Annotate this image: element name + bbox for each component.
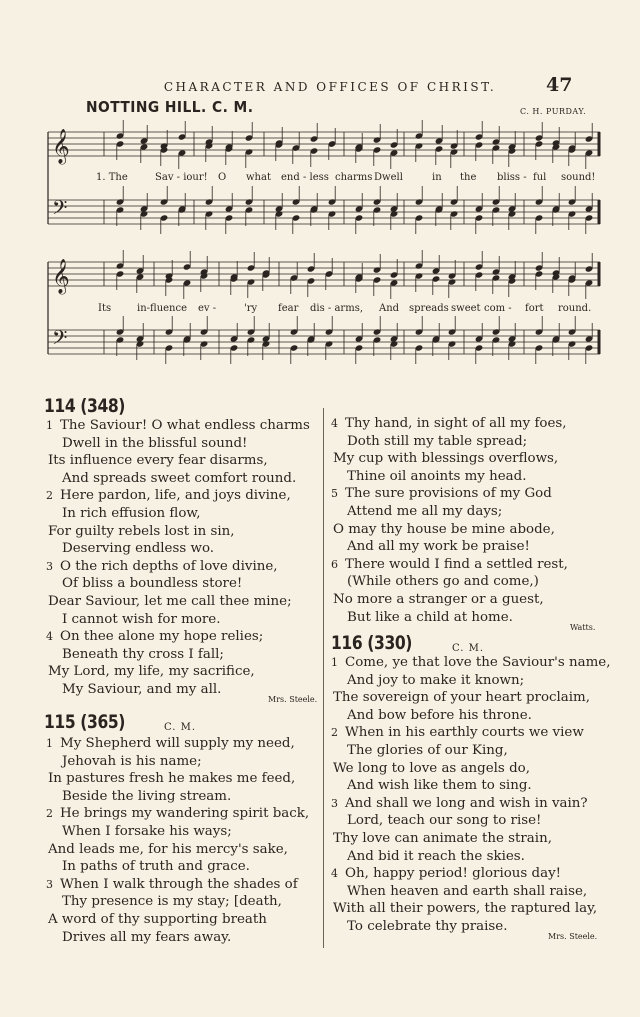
verse-line [62,613,221,626]
verse-text: No more a stranger or a guest, [333,592,544,607]
verse-text: O may thy house be mine abode, [333,521,555,537]
verse-text: When in his earthly courts we view [345,725,584,741]
lyric-syllable: fort [525,303,544,314]
lyric-syllable: com - [484,303,512,314]
lyric-syllable: the [460,172,477,183]
verse-line [331,797,588,810]
verse-line [62,790,231,803]
verse-text: O the rich depths of love divine, [60,558,278,574]
bass-clef: 𝄢 [52,196,68,224]
verse-text: In rich effusion flow, [62,506,201,521]
verse-line [46,419,310,432]
verse-line [331,417,567,430]
verse-text: When heaven and earth shall raise, [347,883,588,899]
bass-clef: 𝄢 [52,326,68,354]
verse-line [62,542,214,555]
verse-text: Deserving endless wo. [62,541,215,557]
verse-text: And wish like them to sing. [347,778,532,794]
verse-text: Of bliss a boundless store! [62,576,243,592]
verse-text: The sovereign of your heart proclaim, [333,690,591,706]
lyric-syllable: end - less [281,172,329,183]
verse-number: 4 [331,867,338,881]
verse-line [48,595,292,608]
verse-text: With all their powers, the raptured lay, [333,901,598,917]
verse-line [62,825,232,838]
lyric-syllable: 'ry [244,303,258,314]
running-head: CHARACTER AND OFFICES OF CHRIST. [163,80,497,94]
verse-line [333,523,555,536]
lyric-syllable: ful [533,172,547,183]
lyric-syllable: Sav - iour! [155,172,208,183]
verse-text: And spreads sweet comfort round. [62,470,297,486]
verse-text: A word of thy supporting breath [48,912,267,927]
verse-text: Thy hand, in sight of all my foes, [345,416,567,431]
verse-line [347,674,524,687]
verse-number: 1 [46,737,53,750]
verse-text: Oh, happy period! glorious day! [345,866,562,882]
column-divider [323,408,324,948]
verse-line [62,577,242,590]
hymn-116-author: Mrs. Steele. [548,932,598,941]
verse-number: 1 [46,419,53,432]
verse-line [46,807,309,820]
verse-text: And joy to make it known; [347,672,525,688]
hymn-114-heading: 114 (348) [44,395,126,417]
verse-text: And bow before his throne. [347,707,532,723]
lyric-syllable: Its [98,303,112,314]
verse-number: 1 [331,656,338,669]
verse-text: Dear Saviour, let me call thee mine; [48,594,292,609]
verse-line [331,656,610,669]
verse-line [347,470,527,483]
lyric-syllable: ev - [198,303,217,314]
hymn-115-meter: C. M. [164,722,197,733]
hymn-115-author: Watts. [570,623,596,632]
lyric-syllable: in-fluence [137,303,188,314]
verse-line [347,744,508,757]
verse-line [62,683,221,696]
verse-text: Lord, teach our song to rise! [347,813,542,829]
verse-line [347,611,513,624]
verse-line [333,762,530,775]
verse-number: 2 [46,807,53,821]
verse-line [62,755,202,768]
verse-text: And shall we long and wish in vain? [345,795,588,811]
verse-text: Here pardon, life, and joys divine, [60,488,291,504]
verse-line [48,665,255,678]
verse-line [333,832,552,845]
verse-number: 2 [46,489,53,503]
verse-line [333,593,544,606]
verse-text: The sure provisions of my God [345,486,552,502]
verse-text: To celebrate thy praise. [347,919,508,934]
verse-line [333,691,590,704]
verse-number: 3 [46,559,53,573]
verse-line [48,525,235,538]
verse-line [347,540,530,553]
verse-text: My cup with blessings overflows, [333,451,559,467]
verse-text: Doth still my table spread; [347,433,528,449]
verse-text: We long to love as angels do, [333,760,530,776]
verse-line [48,843,288,856]
verse-line [46,630,263,643]
verse-text: Its influence every fear disarms, [48,453,268,469]
tune-name: NOTTING HILL. C. M. [86,98,254,116]
verse-text: Thine oil anoints my head. [347,468,527,484]
verse-line [62,507,201,520]
verse-line [62,860,250,873]
verse-text: Thy presence is my stay; [death, [62,894,282,910]
verse-line [62,437,247,450]
verse-text: I cannot wish for more. [62,611,221,627]
verse-text: My Saviour, and my all. [62,682,222,697]
verse-line [331,558,568,571]
verse-line [48,913,267,926]
verse-line [347,779,532,792]
verse-number: 6 [331,557,338,571]
lyric-syllable: bliss - [497,172,527,183]
verse-line [347,709,532,722]
lyric-syllable: Dwell [374,172,403,183]
verse-text: (While others go and come,) [347,574,539,590]
lyric-syllable: charms [335,172,373,183]
verse-line [46,489,291,502]
verse-line [48,772,295,785]
verse-text: Thy love can animate the strain, [333,831,552,846]
lyric-syllable: dis - arms, [310,303,364,314]
lyric-syllable: spreads [409,303,449,314]
verse-line [62,931,231,944]
composer: C. H. PURDAY. [520,107,587,116]
lyric-syllable: O [218,172,227,183]
verse-text: My Lord, my life, my sacrifice, [48,664,255,680]
verse-line [347,505,502,518]
verse-text: My Shepherd will supply my need, [60,736,295,751]
treble-clef: 𝄞 [52,129,70,164]
verse-text: On thee alone my hope relies; [60,629,264,645]
music-score [44,118,604,368]
verse-text: When I forsake his ways; [62,824,232,839]
lyric-syllable: fear [278,303,299,314]
lyric-syllable: sound! [561,172,596,183]
verse-line [62,648,224,661]
verse-text: And leads me, for his mercy's sake, [48,841,288,857]
verse-line [46,560,278,573]
verse-text: And all my work be praise! [347,539,530,555]
verse-line [331,487,552,500]
verse-text: Dwell in the blissful sound! [62,435,248,451]
lyric-syllable: And [379,303,400,314]
hymn-116-heading: 116 (330) [331,632,413,654]
verse-line [331,867,561,880]
verse-line [46,878,298,891]
treble-clef: 𝄞 [52,259,70,294]
verse-text: Attend me all my days; [347,504,503,519]
verse-text: But like a child at home. [347,609,513,625]
verse-line [331,726,584,739]
verse-number: 4 [46,630,53,644]
verse-text: In pastures fresh he makes me feed, [48,771,296,787]
verse-text: And bid it reach the skies. [347,848,525,864]
verse-text: There would I find a settled rest, [345,556,568,572]
verse-line [62,472,296,485]
verse-line [347,850,525,863]
verse-text: Beside the living stream. [62,788,232,804]
verse-text: Come, ye that love the Saviour's name, [345,655,611,670]
verse-line [347,920,507,933]
verse-number: 2 [331,726,338,740]
verse-line [48,454,268,467]
hymn-116-meter: C. M. [452,643,485,654]
page-number: 47 [546,74,573,96]
verse-line [46,737,295,750]
lyric-syllable: sweet [451,303,481,314]
verse-number: 3 [331,796,338,810]
verse-number: 4 [331,417,338,430]
verse-number: 3 [46,877,53,891]
verse-line [333,452,558,465]
hymn-114-author: Mrs. Steele. [268,695,318,704]
lyric-syllable: 1. The [96,172,128,183]
verse-line [347,814,541,827]
verse-text: The glories of our King, [347,743,508,758]
verse-text: When I walk through the shades of [60,876,298,892]
verse-text: Drives all my fears away. [62,929,232,945]
verse-line [347,435,527,448]
verse-text: He brings my wandering spirit back, [60,806,310,822]
verse-line [347,885,587,898]
verse-text: Jehovah is his name; [62,753,202,769]
lyric-syllable: in [432,172,442,183]
verse-line [347,575,539,588]
verse-text: Beneath thy cross I fall; [62,646,224,662]
verse-line [333,902,597,915]
lyric-syllable: round. [558,303,592,314]
verse-text: The Saviour! O what endless charms [60,418,310,433]
verse-text: In paths of truth and grace. [62,859,250,875]
hymn-115-heading: 115 (365) [44,711,126,733]
verse-line [62,895,282,908]
verse-text: For guilty rebels lost in sin, [48,523,235,539]
verse-number: 5 [331,487,338,501]
lyric-syllable: what [246,172,271,183]
